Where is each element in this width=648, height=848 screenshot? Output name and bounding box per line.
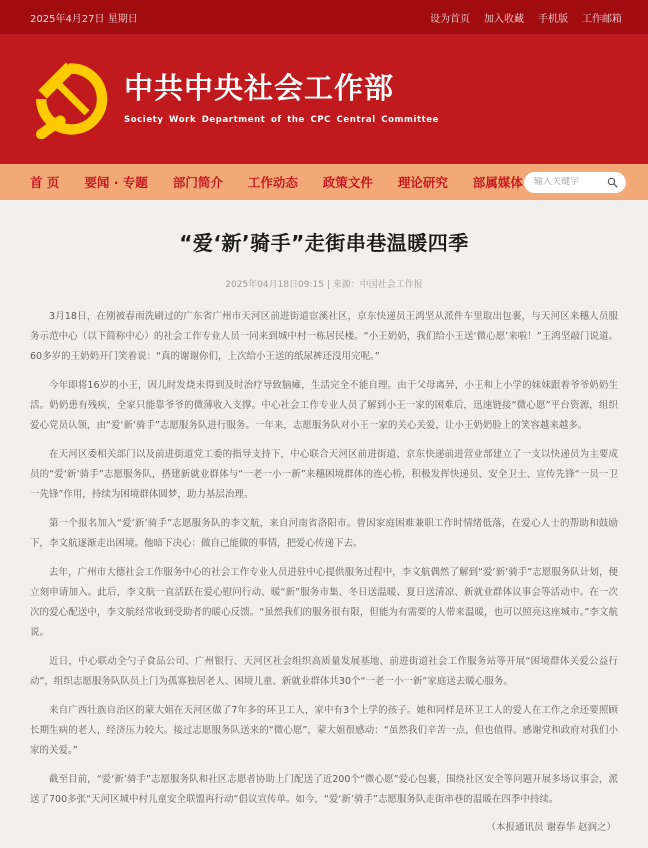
article-paragraph: 近日，中心联动全勺子食品公司、广州银行、天河区社会组织高质量发展基地、前进街道社会工作服务站等开展“困境群体关爱公益行动”，组织志愿服务队队员上门为孤寡独居老人、困境儿童、新就业群体共30个“一老一小一新”家庭送去暖心服务。 [30,656,618,687]
article-paragraph: 3月18日，在刚被春雨洗刷过的广东省广州市天河区前进街道宦溪社区，京东快递员王鸿坚从派件车里取出包裹，与天河区来穗人员服务示范中心（以下简称中心）的社会工作专业人员一同来到城中村一栋居民楼。“小王奶奶，我们给小王送‘微心愿’来啦！”王鸿坚敲门说道。60多岁的王奶奶开门笑着说：“真的谢谢你们，上次给小王送的纸尿裤还没用完呢。” [30,311,618,362]
nav-item[interactable]: 部门简介 [172,175,223,190]
site-subtitle: Society Work Department of the CPC Central Committee [124,115,440,126]
article-page [0,200,648,833]
article-paragraph: 今年即将16岁的小王，因儿时发烧未得到及时治疗导致脑瘫，生活完全不能自理。由于父母离异，小王和上小学的妹妹跟着爷爷奶奶生活。奶奶患有残疾，全家只能靠爷爷的微薄收入支撑。中心社会工作专业人员了解到小王一家的困难后，迅速链接“微心愿”平台资源，组织爱心党员认领，由“爱‘新’骑手”志愿服务队进行服务。一年来，志愿服务队对小王一家的关心关爱，让小王奶奶脸上的笑容越来越多。 [30,380,618,431]
site-header [0,34,648,164]
top-utility-bar [0,0,648,34]
search-icon[interactable] [607,177,618,188]
article-paragraph: 截至目前，“爱‘新’骑手”志愿服务队和社区志愿者协助上门配送了近200个“微心愿”爱心包裹，围绕社区安全等问题开展多场议事会，派送了700多张“天河区城中村儿童安全联盟再行动”倡议宣传单。如今，“爱‘新’骑手”志愿服务队走街串巷的温暖在四季中持续。 [30,774,618,805]
article-paragraph: 第一个报名加入“爱‘新’骑手”志愿服务队的李文航，来自河南省洛阳市。曾因家庭困难兼职工作时情绪低落，在爱心人士的帮助和鼓励下，李文航逐渐走出困境。他暗下决心：做自己能做的事情，把爱心传递下去。 [30,518,618,549]
cpc-emblem-icon [30,59,110,139]
nav-item[interactable]: 部属媒体 [472,175,523,190]
search-input[interactable] [534,177,607,187]
nav-item[interactable]: 政策文件 [322,175,373,190]
article-meta: 2025年04月18日09:15 | 来源：中国社会工作报 [225,280,423,290]
article-paragraph: 去年，广州市大德社会工作服务中心的社会工作专业人员进驻中心提供服务过程中，李文航偶然了解到“爱‘新’骑手”志愿服务队计划，便立刻申请加入。此后，李文航一直活跃在爱心慰问行动、暖“新”服务市集、冬日送温暖、夏日送清凉、新就业群体议事会等活动中。在一次次的爱心配送中，李文航经常收到受助者的暖心反馈。“虽然我们的服务很有限，但能为有需要的人带来温暖，也可以照亮这座城市。”李文航说。 [30,567,618,638]
topbar-link[interactable]: 设为首页 [430,13,470,25]
nav-menu [30,173,524,191]
topbar-link[interactable]: 加入收藏 [484,13,524,25]
topbar-link[interactable]: 工作邮箱 [582,13,622,25]
current-date: 2025年4月27日 星期日 [30,13,138,25]
nav-item[interactable]: 工作动态 [247,175,298,190]
search-box [524,172,626,193]
site-identity [124,70,440,126]
site-logo-link[interactable] [30,59,439,139]
nav-item[interactable]: 理论研究 [397,175,448,190]
article-byline: （本报通讯员 谢春华 赵润之） [486,822,616,833]
primary-nav [0,164,648,200]
topbar-links [430,10,622,25]
nav-item[interactable]: 要闻 · 专题 [84,175,148,190]
article-body [30,307,618,810]
article-title: “爱‘新’骑手”走街串巷温暖四季 [179,231,469,255]
nav-item[interactable]: 首 页 [30,175,60,190]
article-paragraph: 在天河区委相关部门以及前进街道党工委的指导支持下，中心联合天河区前进街道、京东快递前进营业部建立了一支以快递员为主要成员的“爱‘新’骑手”志愿服务队，搭建新就业群体与“一老一小一新”来穗困境群体的连心桥，积极发挥快递员、安全卫士、宣传先锋“一员一卫一先锋”作用，持续为困境群体圆梦，助力基层治理。 [30,449,618,500]
site-title: 中共中央社会工作部 [124,70,395,105]
article-paragraph: 来自广西壮族自治区的蒙大姐在天河区做了7年多的环卫工人，家中有3个上学的孩子。她和同样是环卫工人的爱人在工作之余还要照顾长期生病的老人，经济压力较大。接过志愿服务队送来的“微心愿”，蒙大姐很感动：“虽然我们辛苦一点，但也值得。感谢党和政府对我们小家的关爱。” [30,705,618,756]
topbar-link[interactable]: 手机版 [538,13,568,25]
